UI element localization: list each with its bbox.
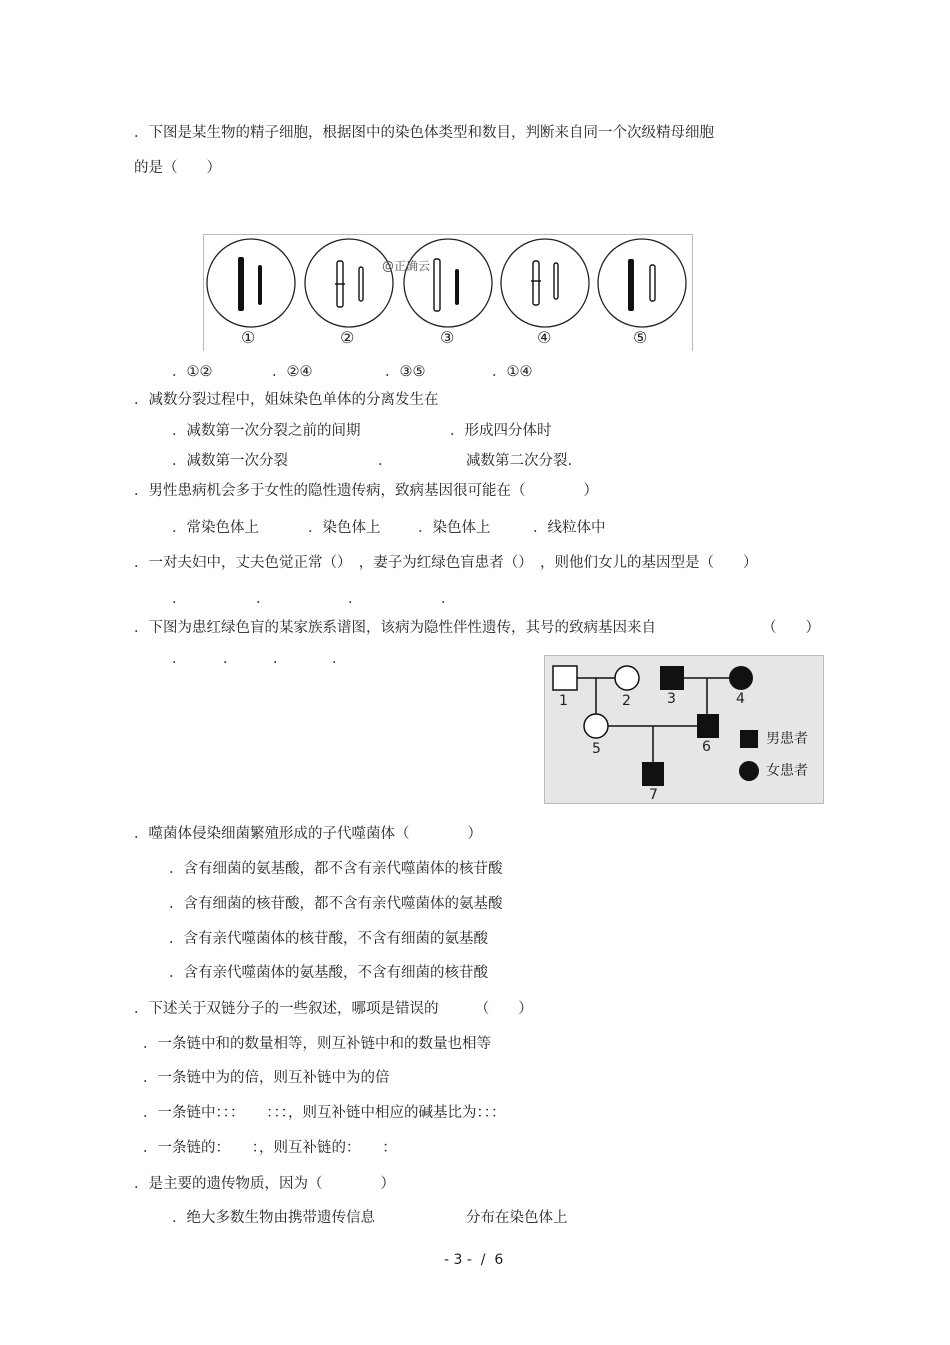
pedigree-label-3: 3	[667, 691, 676, 707]
q8-option-b: 分布在染色体上	[466, 1210, 568, 1226]
pedigree-label-5: 5	[592, 741, 601, 757]
q4-option-b: ．	[256, 591, 271, 607]
q5-stem: ．下图为患红绿色盲的某家族系谱图，该病为隐性伴性遗传，其号的致病基因来自	[134, 620, 656, 636]
q6-stem: ．噬菌体侵染细菌繁殖形成的子代噬菌体（ ）	[134, 826, 482, 842]
pedigree-male-7-affected	[642, 762, 664, 786]
q2-option-d: 减数第二次分裂.	[466, 453, 573, 469]
pedigree-label-4: 4	[736, 691, 745, 707]
cell-1-chromosomes	[238, 257, 262, 311]
q4-option-a: ．	[172, 591, 187, 607]
cell-4-outline	[501, 239, 589, 327]
pedigree-label-6: 6	[702, 739, 711, 755]
q7-option-b: ．一条链中为的倍，则互补链中为的倍	[143, 1070, 390, 1086]
cell-3-outline	[404, 239, 492, 327]
cell-4-chromosomes	[531, 261, 558, 305]
q1-option-a: ．①②	[172, 364, 213, 380]
pedigree-figure	[544, 655, 824, 804]
q5-option-a: ．	[172, 651, 187, 667]
q4-stem: ．一对夫妇中，丈夫色觉正常（） ，妻子为红绿色盲患者（） ，则他们女儿的基因型是（ ）	[134, 555, 758, 571]
legend-female-label: 女患者	[766, 763, 808, 779]
cell-1-outline	[207, 239, 295, 327]
q1-option-b: ．②④	[272, 364, 313, 380]
legend-female-affected-circle	[739, 761, 759, 781]
pedigree-female-2	[615, 666, 639, 690]
sperm-cells-figure	[203, 234, 693, 351]
q1-stem-line2: 的是（ ）	[134, 160, 221, 176]
q2-option-a: ．减数第一次分裂之前的间期	[172, 423, 361, 439]
q8-option-a: ．绝大多数生物由携带遗传信息	[172, 1210, 375, 1226]
q7-option-a: ．一条链中和的数量相等，则互补链中和的数量也相等	[143, 1036, 491, 1052]
cell-label-4: ④	[537, 328, 552, 347]
q7-option-d: ．一条链的： ：，则互补链的： ：	[143, 1140, 397, 1156]
q3-option-a: ．常染色体上	[172, 520, 259, 536]
cell-5-outline	[598, 239, 686, 327]
q3-option-d: ．线粒体中	[533, 520, 606, 536]
q1-option-c: ．③⑤	[385, 364, 426, 380]
cell-label-3: ③	[440, 328, 455, 347]
q5-option-d: ．	[332, 651, 347, 667]
pedigree-label-7: 7	[649, 787, 658, 803]
q7-stem: ．下述关于双链分子的一些叙述，哪项是错误的 （ ）	[134, 1001, 533, 1017]
q7-option-c: ．一条链中：：： ：：：，则互补链中相应的碱基比为：：：	[143, 1105, 506, 1121]
pedigree-female-5	[584, 714, 608, 738]
cell-label-1: ①	[241, 328, 256, 347]
q3-stem: ．男性患病机会多于女性的隐性遗传病，致病基因很可能在（ ）	[134, 483, 598, 499]
q3-option-b: ．染色体上	[308, 520, 381, 536]
cell-3-chromosomes	[434, 259, 459, 311]
cell-5-chromosomes	[628, 259, 655, 311]
q8-stem: ．是主要的遗传物质，因为（ ）	[134, 1176, 395, 1192]
pedigree-male-6-affected	[697, 714, 719, 738]
q3-option-c: ．染色体上	[418, 520, 491, 536]
pedigree-male-1	[553, 666, 577, 690]
q4-option-c: ．	[348, 591, 363, 607]
q5-option-b: ．	[223, 651, 238, 667]
q5-paren: （ ）	[762, 620, 820, 636]
pedigree-label-1: 1	[559, 693, 568, 709]
pedigree-label-2: 2	[622, 693, 631, 709]
legend-male-label: 男患者	[766, 731, 808, 747]
q6-option-c: ．含有亲代噬菌体的核苷酸，不含有细菌的氨基酸	[169, 931, 488, 947]
q2-option-d-dot: ．	[378, 453, 393, 469]
q6-option-b: ．含有细菌的核苷酸，都不含有亲代噬菌体的氨基酸	[169, 896, 503, 912]
q5-option-c: ．	[273, 651, 288, 667]
pedigree-female-4-affected	[729, 666, 753, 690]
q1-option-d: ．①④	[492, 364, 533, 380]
q2-option-b: ．形成四分体时	[450, 423, 552, 439]
legend-male-affected-square	[740, 730, 758, 748]
q2-stem: ．减数分裂过程中，姐妹染色单体的分离发生在	[134, 392, 439, 408]
page-number: - 3 - / 6	[444, 1252, 504, 1268]
cell-label-2: ②	[340, 328, 355, 347]
q4-option-d: ．	[441, 591, 456, 607]
pedigree-male-3-affected	[660, 666, 684, 690]
q6-option-d: ．含有亲代噬菌体的氨基酸，不含有细菌的核苷酸	[169, 965, 488, 981]
q2-option-c: ．减数第一次分裂	[172, 453, 288, 469]
q6-option-a: ．含有细菌的氨基酸，都不含有亲代噬菌体的核苷酸	[169, 861, 503, 877]
cell-2-outline	[305, 239, 393, 327]
cell-2-chromosomes	[335, 261, 363, 307]
watermark-text: @正确云	[382, 259, 431, 273]
q1-stem-line1: ．下图是某生物的精子细胞，根据图中的染色体类型和数目，判断来自同一个次级精母细胞	[134, 125, 714, 141]
cell-label-5: ⑤	[633, 328, 648, 347]
